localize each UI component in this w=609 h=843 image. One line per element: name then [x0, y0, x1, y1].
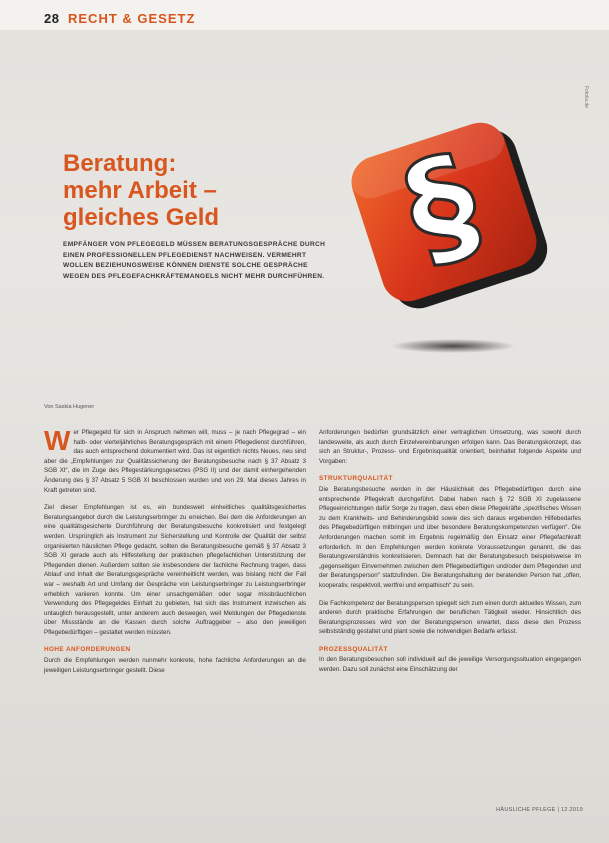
- body-paragraph: Anforderungen bedürfen grundsätzlich einer vertraglichen Umsetzung, was sowohl durch landesweite, als auch durch Einzelvereinbarungen erfolgen kann. Das Beratungskonzept, das sich an Struktur-, Prozess- und Ergebnisqualität orientiert, beinhaltet folgende Aspekte und Vorgaben:: [319, 429, 581, 465]
- page-footer: HÄUSLICHE PFLEGE | 12.2019: [496, 807, 583, 813]
- headline-line: Beratung:: [63, 150, 177, 177]
- subheading: PROZESSQUALITÄT: [319, 645, 388, 653]
- page-number: 28: [44, 11, 60, 26]
- dropcap: W: [44, 425, 71, 456]
- article-column-right: [319, 428, 581, 683]
- author-byline: Von Saskia Hugener: [44, 404, 95, 410]
- paragraph-text: er Pflegegeld für sich in Anspruch nehmen will, muss – je nach Pflegegrad – ein halb- oder vierteljährliches Beratungsgespräch mit einem Pflegedienst durchführen, das auch entsprechend dokumentiert wird. Das ist eigentlich nichts Neues, neu sind aber die „Empfehlungen zur Qualitätssicherung der Beratungsbesuche nach § 37 Absatz 3 SGB XI“, die im Zuge des Pflegestärkungsgesetzes (PSG II) und der damit einhergehenden Änderung des § 37 Absatz 5 SGB XI beschlossen wurden und von 29. Mai dieses Jahres in Kraft getreten sind.: [44, 429, 306, 494]
- body-paragraph: Die Beratungsbesuche werden in der Häuslichkeit des Pflegebedürftigen durch eine entsprechende Pflegekraft durchgeführt. Dabei haben nach § 72 SGB XI zugelassene Pflegeeinrichtungen dafür Sorge zu tragen, dass eben diese Pflegekräfte „spezifisches Wissen zu dem Krankheits- und Behinderungsbild sowie des sich daraus ergebenden Hilfebedarfes des Pflegebedürftigen mitbringen und über besondere Beratungskompetenzen verfügen“. Die Anforderungen machen somit im Ergebnis regelmäßig den Einsatz einer Pflegefachkraft erforderlich. In den Empfehlungen werden konkrete Voraussetzungen genannt, die das Beratungsverständnis konkretisieren. Demnach hat der Beratungsbesuch beispielsweise im „gegenseitigen Einvernehmen zwischen dem Pflegebedürftigen und/oder dem Pflegenden und der Beratungsperson“ stattzufinden. Die Beratungshaltung der beratenden Person hat „offen, kooperativ, respektvoll, wertfrei und empathisch“ zu sein.: [319, 485, 581, 589]
- article-headline: [63, 150, 333, 231]
- image-credit: Fotolia.de: [583, 86, 589, 108]
- article-column-left: [44, 425, 306, 683]
- body-paragraph: In den Beratungsbesuchen soll individuell auf die jeweilige Versorgungssituation eingegangen werden. Dazu soll zunächst eine Einschätzung der: [319, 656, 581, 674]
- section-title: RECHT & GESETZ: [68, 11, 196, 26]
- body-paragraph: Durch die Empfehlungen werden nunmehr konkrete, hohe fachliche Anforderungen an die jeweiligen Leistungserbringer gestellt. Diese: [44, 657, 306, 674]
- headline-line: mehr Arbeit –: [63, 177, 217, 204]
- body-paragraph: Die Fachkompetenz der Beratungsperson spiegelt sich zum einen durch aktuelles Wissen, zum anderen durch praktische Erfahrungen der beruflichen Tätigkeit wieder. Hinsichtlich des Beratungsprozesses wird von der Beratungsperson erwartet, dass diese den Prozess selbstständig gestaltet und plant sowie die notwendigen Bedarfe erfasst.: [319, 599, 581, 636]
- paragraph-sign-icon: [345, 120, 565, 360]
- body-paragraph: Ziel dieser Empfehlungen ist es, ein bundesweit einheitliches qualitätsgesichertes Beratungsangebot durch die Leistungserbringer zu erreichen. Bei dem die Anforderungen an eine qualitätsgesicherte Durchführung der Beratungsbesuche konkretisiert und festgelegt werden. Ursprünglich als Instrument zur Sicherstellung und Kontrolle der Qualität der selbst organisierten häuslichen Pflege gedacht, sollten die Beratungsbesuche gemäß § 37 Absatz 3 SGB XI gerade auch als Hilfestellung der praktischen pflegefachlichen Unterstützung der Pflegenden dienen. Außerdem sollten sie insbesondere der fachliche Rechnung tragen, dass Ablauf und Inhalt der Beratungsgespräche vereinheitlicht werden, was bislang nicht der Fall war – weshalb Art und Umfang der Gespräche von Leistungserbringer zu Leistungserbringer erheblich variieren konnte. Um einer unsachgemäßen oder sogar missbräuchlichen Verwendung des Pflegegeldes Einhalt zu gebieten, hat sich das Instrument inzwischen als untauglich herausgestellt, unter anderem auch deswegen, weil Meldungen der Pflegedienste über Missstände an die Kassen durch solche Auftraggeber – also den jeweiligen Pflegebedürftigen – gestaltet werden müssten.: [44, 504, 306, 636]
- article-lead: EMPFÄNGER VON PFLEGEGELD MÜSSEN BERATUNGSGESPRÄCHE DURCH EINEN PROFESSIONELLEN PFLEGEDIENST NACHWEISEN. VERMEHRT WOLLEN BEZIEHUNGSWEISE KÖNNEN DIENSTE SOLCHE GESPRÄCHE WEGEN DES PFLEGEFACHKRÄFTEMANGELS NICHT MEHR DURCHFÜHREN.: [63, 241, 326, 280]
- svg-text:§: §: [387, 123, 497, 289]
- page-header: [0, 0, 609, 30]
- subheading: STRUKTURQUALITÄT: [319, 475, 393, 483]
- headline-line: gleiches Geld: [63, 204, 220, 231]
- body-paragraph: [44, 425, 306, 495]
- subheading: HOHE ANFORDERUNGEN: [44, 646, 131, 654]
